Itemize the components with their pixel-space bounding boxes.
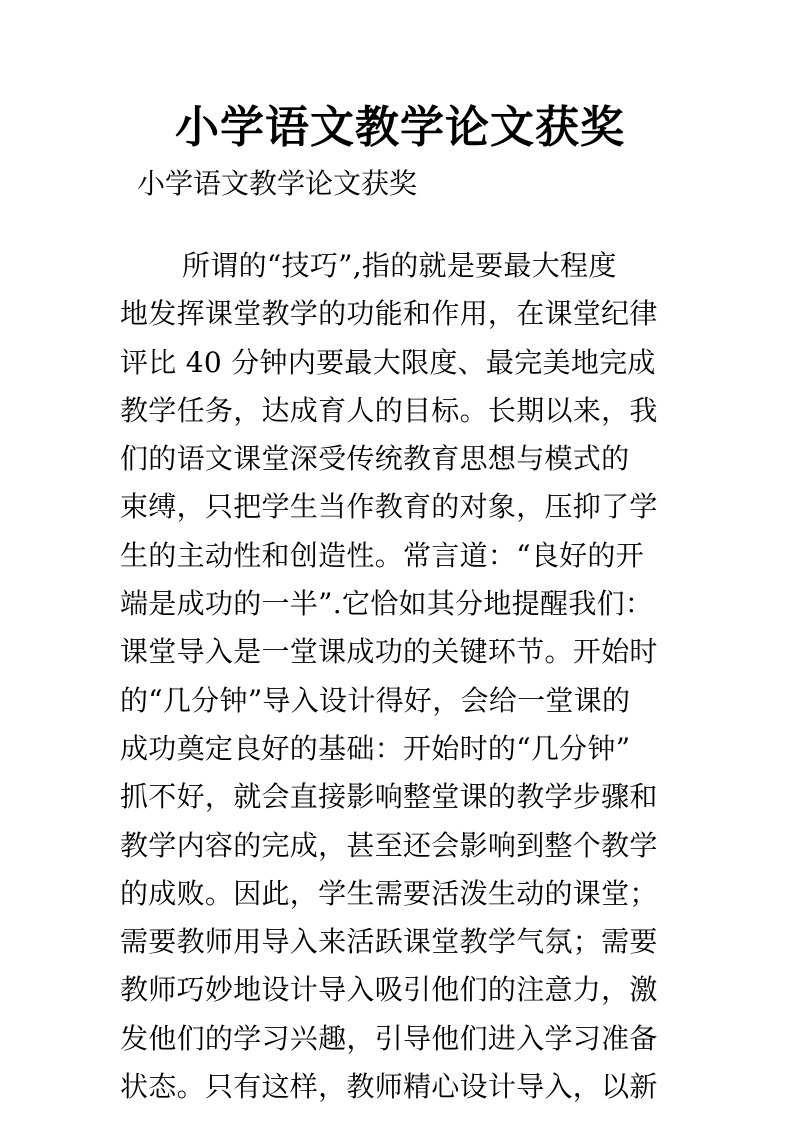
paragraph-line: 的成败。因此，学生需要活泼生动的课堂；	[120, 876, 658, 910]
paragraph-line: 的“几分钟”导入设计得好，会给一堂课的	[120, 683, 631, 717]
body-paragraph	[120, 242, 690, 1111]
paragraph-line: 课堂导入是一堂课成功的关键环节。开始时	[120, 635, 658, 669]
paragraph-line: 评比 40 分钟内要最大限度、最完美地完成	[120, 345, 656, 379]
paragraph-line: 生的主动性和创造性。常言道：“良好的开	[120, 538, 645, 572]
paragraph-line: 束缚，只把学生当作教育的对象，压抑了学	[120, 490, 658, 524]
paragraph-line: 所谓的“技巧”,指的就是要最大程度	[182, 249, 617, 282]
document-subtitle: 小学语文教学论文获奖	[137, 167, 418, 200]
document-title: 小学语文教学论文获奖	[175, 102, 625, 153]
paragraph-line: 状态。只有这样，教师精心设计导入，以新	[120, 1070, 658, 1104]
paragraph-line: 需要教师用导入来活跃课堂教学气氛；需要	[120, 925, 658, 959]
paragraph-line: 发他们的学习兴趣，引导他们进入学习准备	[120, 1021, 658, 1055]
paragraph-line: 端是成功的一半”.它恰如其分地提醒我们：	[120, 587, 654, 621]
paragraph-line: 抓不好，就会直接影响整堂课的教学步骤和	[120, 780, 658, 814]
paragraph-line: 们的语文课堂深受传统教育思想与模式的	[120, 442, 630, 476]
paragraph-line: 成功奠定良好的基础：开始时的“几分钟”	[120, 731, 631, 765]
paragraph-line: 教学任务，达成育人的目标。长期以来，我	[120, 393, 658, 427]
paragraph-line: 地发挥课堂教学的功能和作用，在课堂纪律	[120, 297, 658, 331]
paragraph-line: 教学内容的完成，甚至还会影响到整个教学	[120, 828, 658, 862]
paragraph-line: 教师巧妙地设计导入吸引他们的注意力，激	[120, 973, 658, 1007]
